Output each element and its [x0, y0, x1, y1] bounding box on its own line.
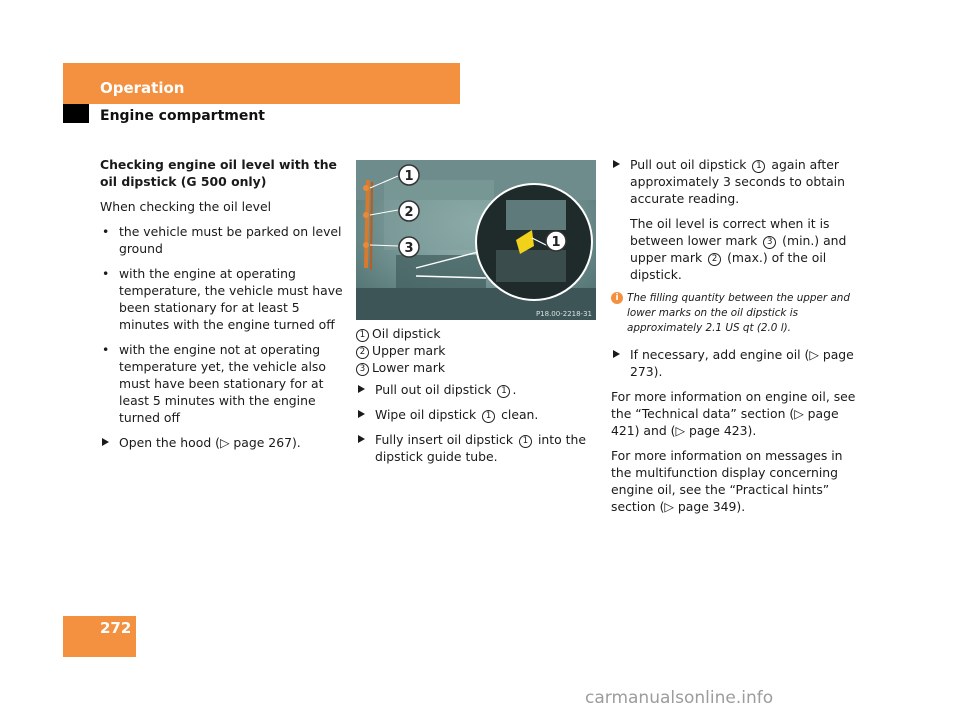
callout-number: 1	[497, 385, 510, 398]
legend-item: 3 Lower mark	[356, 359, 596, 376]
figure-code: P18.00-2218-31	[535, 310, 592, 318]
callout-number: 2	[708, 253, 721, 266]
column-3	[611, 156, 861, 523]
intro-text: When checking the oil level	[100, 199, 272, 214]
section-heading: Checking engine oil level with the oil dipstick (G 500 only)	[100, 157, 337, 189]
callout-number: 3	[763, 236, 776, 249]
svg-text:3: 3	[404, 241, 414, 256]
step-pull-out-again: Pull out oil dipstick 1 again after approximately 3 seconds to obtain accurate reading.	[611, 156, 861, 207]
step-add-oil: If necessary, add engine oil (▷ page 273).	[611, 346, 861, 380]
svg-text:2: 2	[404, 205, 414, 220]
column-1	[100, 156, 350, 459]
step-open-hood: Open the hood (▷ page 267).	[100, 434, 350, 451]
header-marker	[63, 104, 89, 123]
column-2-steps	[356, 381, 596, 473]
page-number: 272	[100, 619, 132, 637]
info-note: i The filling quantity between the upper and lower marks on the oil dipstick is approximately 2.1 US qt (2.0 l).	[611, 291, 861, 336]
step-wipe: Wipe oil dipstick 1 clean.	[356, 406, 596, 423]
figure-legend	[356, 325, 596, 376]
callout-number: 1	[519, 435, 532, 448]
callout-number: 1	[482, 410, 495, 423]
bullet-icon: •	[102, 266, 110, 281]
bullet-icon: •	[102, 224, 110, 239]
list-item: • with the engine not at operating temperature yet, the vehicle also must have been stationary for at least 5 minutes with the engine turned off	[102, 342, 326, 425]
legend-item: 2 Upper mark	[356, 342, 596, 359]
svg-text:1: 1	[404, 169, 414, 184]
oil-level-correct-text: The oil level is correct when it is between lower mark 3 (min.) and upper mark 2 (max.) of the oil dipstick.	[630, 216, 847, 282]
legend-item: 1 Oil dipstick	[356, 325, 596, 342]
watermark-text: carmanualsonline.info	[585, 688, 774, 708]
callout-number: 3	[356, 363, 369, 376]
info-paragraph: For more information on engine oil, see the “Technical data” section (▷ page 421) and (▷ page 423).	[611, 389, 856, 438]
bullet-icon: •	[102, 342, 110, 357]
callout-number: 1	[356, 329, 369, 342]
callout-number: 2	[356, 346, 369, 359]
section-title: Operation	[100, 79, 185, 97]
callout-number: 1	[752, 160, 765, 173]
step-insert: Fully insert oil dipstick 1 into the dipstick guide tube.	[356, 431, 596, 465]
info-icon: i	[611, 292, 623, 304]
step-pull-out: Pull out oil dipstick 1 .	[356, 381, 596, 398]
list-item: • with the engine at operating temperature, the vehicle must have been stationary for at least 5 minutes with the engine turned off	[102, 266, 343, 332]
list-item: • the vehicle must be parked on level ground	[102, 224, 342, 256]
svg-text:1: 1	[551, 235, 561, 250]
info-paragraph: For more information on messages in the multifunction display concerning engine oil, see the “Practical hints” section (▷ page 349).	[611, 448, 843, 514]
engine-compartment-photo	[356, 160, 596, 320]
subsection-title: Engine compartment	[100, 108, 265, 124]
